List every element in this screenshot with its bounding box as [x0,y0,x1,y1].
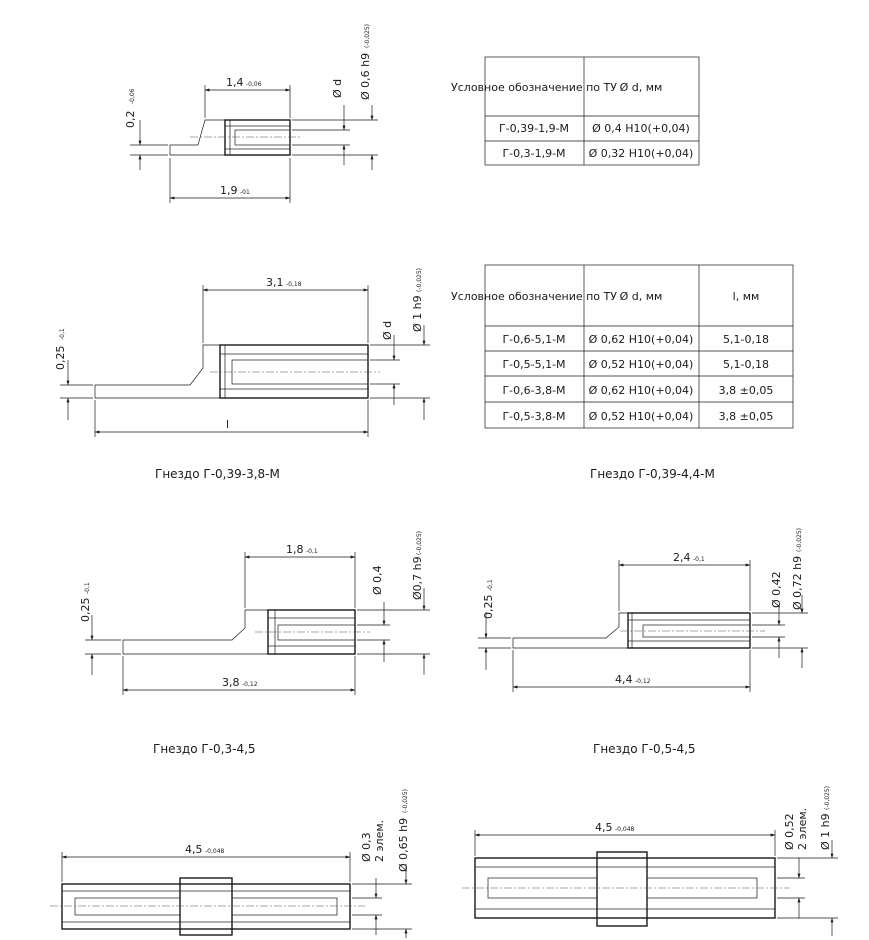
drawing-1-dim-height-tol: -0,06 [129,88,136,104]
table-1-header-designation: Условное обозначение по ТУ [451,81,617,94]
drawing-5-caption: Гнездо Г-0,3-4,5 [153,742,256,756]
drawing-5-dim-top-tol: -0,048 [205,848,225,855]
drawing-2-dim-top: 3,1 [266,276,284,289]
drawing-5-dim-top: 4,5 [185,843,203,856]
drawing-6-dim-outer-tol: (-0,025) [824,785,831,810]
drawing-5-dim-d: Ø 0,3 [360,832,373,862]
table-1-cell: Г-0,39-1,9-М [498,122,570,135]
table-2-cell: 5,1-0,18 [723,333,769,346]
drawing-3-dim-top-tol: -0,1 [306,548,318,555]
drawing-4-caption: Гнездо Г-0,39-4,4-М [590,467,715,481]
drawing-5 [50,742,412,938]
drawing-1-dim-bottom: 1,9 [220,184,238,197]
drawing-4-dim-height-tol: -0,1 [487,579,494,591]
drawing-6-dim-elem: 2 элем. [796,807,809,850]
drawing-4-dim-top: 2,4 [673,551,691,564]
table-2-cell: Г-0,5-3,8-М [502,410,566,423]
drawing-6 [462,742,838,936]
drawing-3-dim-height: 0,25 [79,597,92,622]
table-2-cell: 5,1-0,18 [723,358,769,371]
table-1 [451,57,699,165]
table-1-cell: Ø 0,32 H10(+0,04) [588,147,694,160]
drawing-3-dim-d: Ø 0,4 [371,565,384,595]
drawing-5-dim-outer-tol: (-0,025) [402,788,409,813]
drawing-4-sleeve [628,613,750,648]
table-2-cell: Ø 0,52 H10(+0,04) [588,358,694,371]
drawing-6-dim-top-tol: -0,048 [615,826,635,833]
table-2-header-designation: Условное обозначение по ТУ [451,290,617,303]
drawing-4 [478,467,808,692]
drawing-2 [54,268,430,437]
table-2-cell: Ø 0,62 H10(+0,04) [588,384,694,397]
table-2-header-l: l, мм [732,290,760,303]
drawing-3-dim-outer: Ø0,7 h9 [411,556,424,600]
table-2-cell: 3,8 ±0,05 [718,410,774,423]
drawing-1-dim-d: Ø d [331,78,344,98]
drawing-1 [124,24,378,203]
drawing-3-hatched-body [123,610,275,654]
drawing-6-dim-d: Ø 0,52 [783,813,796,850]
drawing-4-dim-bottom: 4,4 [615,673,633,686]
drawing-3-caption: Гнездо Г-0,39-3,8-М [155,467,280,481]
table-2-cell: Ø 0,62 H10(+0,04) [588,333,694,346]
drawing-2-dim-outer: Ø 1 h9 [411,295,424,332]
drawing-3-dim-height-tol: -0,1 [84,582,91,594]
table-2 [451,265,793,428]
drawing-6-dim-top: 4,5 [595,821,613,834]
drawing-4-dim-outer-tol: (-0,025) [796,527,803,552]
drawing-2-dim-top-tol: -0,18 [286,281,302,288]
drawing-1-hatched-body [170,120,230,155]
drawing-5-dim-outer: Ø 0,65 h9 [397,817,410,872]
drawing-2-dim-d: Ø d [381,320,394,340]
drawing-3-dim-outer-tol: (-0,025) [416,530,423,555]
table-1-cell: Ø 0,4 H10(+0,04) [592,122,690,135]
drawing-1-dim-bottom-tol: -01 [240,189,250,196]
drawing-1-dim-top: 1,4 [226,76,244,89]
drawing-1-dim-height: 0,2 [124,110,137,128]
drawing-4-dim-outer: Ø 0,72 h9 [791,555,804,610]
drawing-3-dim-top: 1,8 [286,543,304,556]
table-2-header-d: Ø d, мм [619,290,663,303]
drawing-3-dim-bottom-tol: -0,12 [242,681,258,688]
drawing-5-dim-elem: 2 элем. [373,819,386,862]
drawing-1-dim-outer-tol: (-0,025) [364,23,371,48]
drawing-6-caption: Гнездо Г-0,5-4,5 [593,742,696,756]
drawing-6-center-hatched [597,852,647,926]
drawing-3-dim-bottom: 3,8 [222,676,240,689]
table-1-cell: Г-0,3-1,9-М [502,147,566,160]
table-2-cell: Ø 0,52 H10(+0,04) [588,410,694,423]
table-1-header-d: Ø d, мм [619,81,663,94]
table-2-cell: Г-0,6-5,1-М [502,333,566,346]
drawing-2-dim-l: l [226,418,230,431]
drawing-2-sleeve [220,345,368,398]
drawing-4-dim-height: 0,25 [482,594,495,619]
drawing-5-center-hatched [180,878,232,935]
drawing-4-dim-bottom-tol: -0,12 [635,678,651,685]
drawing-2-hatched-body [95,345,225,398]
drawing-2-dim-outer-tol: (-0,025) [416,267,423,292]
drawing-4-dim-top-tol: -0,1 [693,556,705,563]
drawing-4-dim-d: Ø 0,42 [770,571,783,608]
table-2-cell: Г-0,5-5,1-М [502,358,566,371]
drawing-6-dim-outer: Ø 1 h9 [819,813,832,850]
drawing-1-dim-outer: Ø 0,6 h9 [359,52,372,100]
table-2-cell: 3,8 ±0,05 [718,384,774,397]
drawing-2-dim-height: 0,25 [54,345,67,370]
drawing-4-hatched-body [513,613,632,648]
drawing-1-dim-top-tol: -0,06 [246,81,262,88]
drawing-2-dim-height-tol: -0,1 [59,328,66,340]
drawing-3 [79,467,430,695]
table-2-cell: Г-0,6-3,8-М [502,384,566,397]
